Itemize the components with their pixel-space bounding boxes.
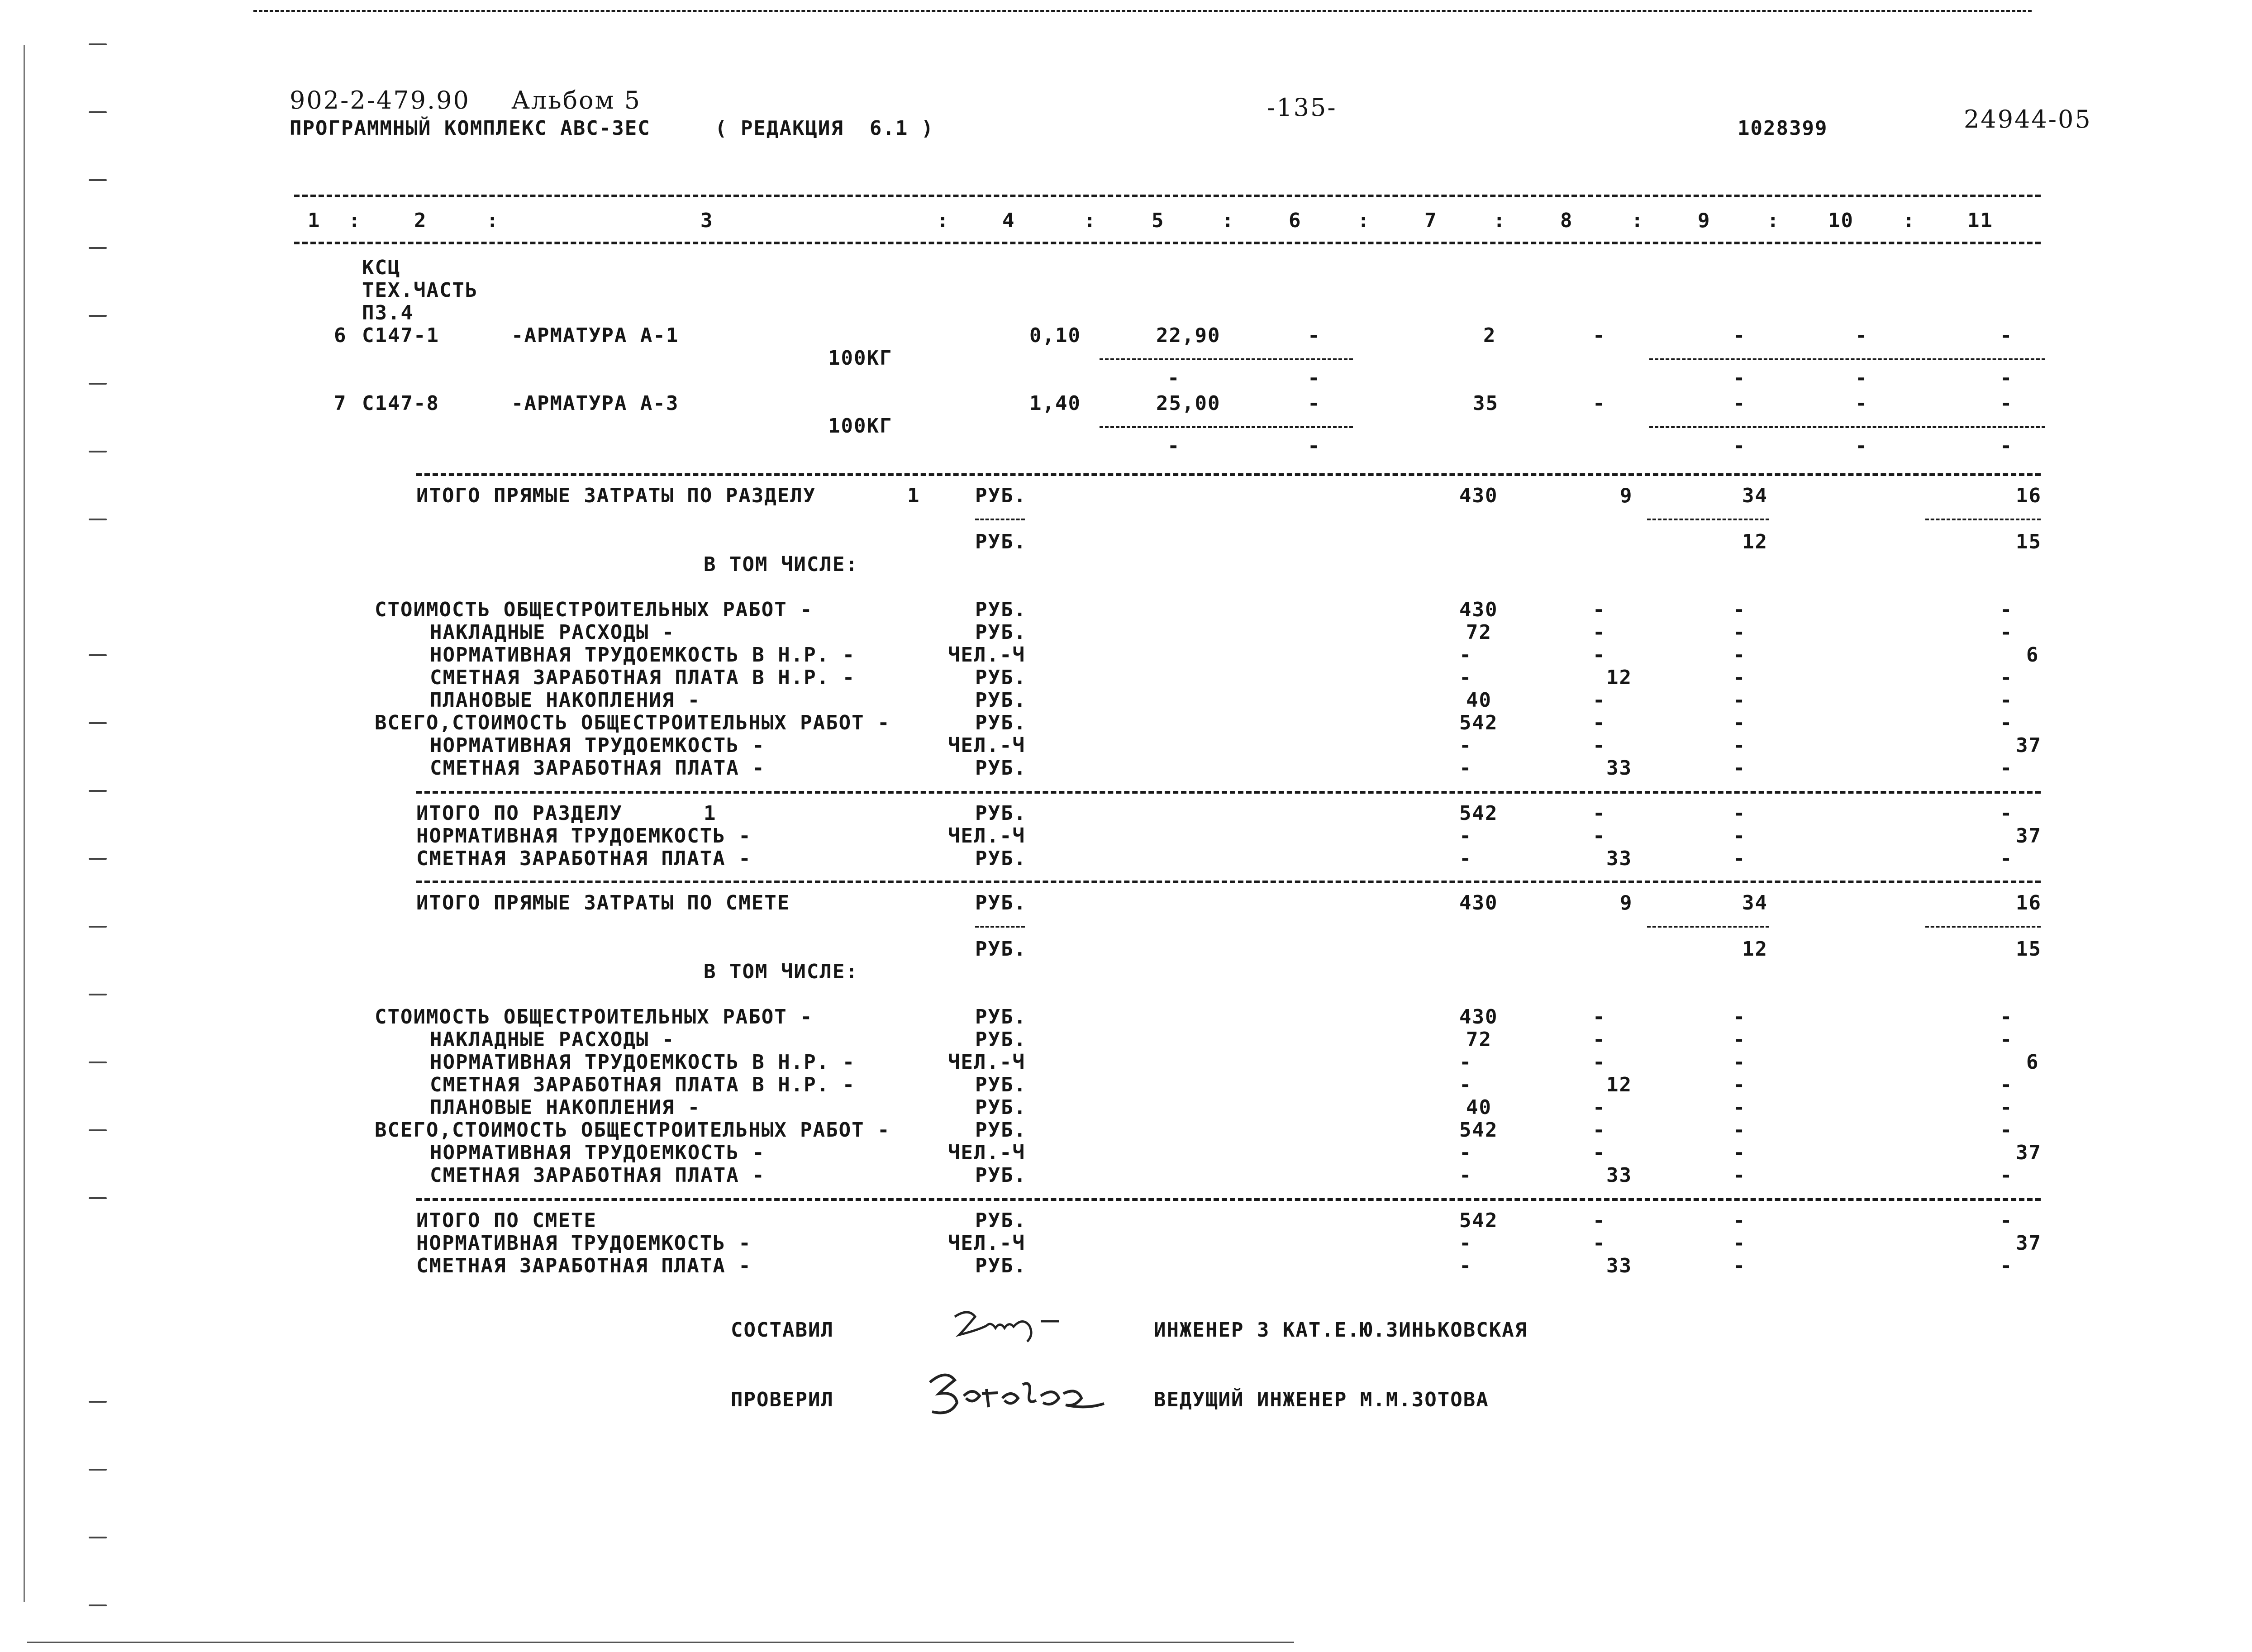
item-number: 6 <box>334 324 347 347</box>
column-number: 10 <box>1828 209 1854 232</box>
item-unit: 100КГ <box>828 414 893 438</box>
column-number: 3 <box>700 209 714 232</box>
feed-hole <box>89 247 107 249</box>
column-number: 9 <box>1698 209 1711 232</box>
compiled-label: СОСТАВИЛ <box>731 1319 834 1342</box>
compiled-signature <box>950 1303 1086 1348</box>
feed-hole <box>89 1469 107 1471</box>
column-number: 4 <box>1002 209 1015 232</box>
section-direct-label: ИТОГО ПРЯМЫЕ ЗАТРАТЫ ПО РАЗДЕЛУ <box>416 484 816 507</box>
feed-hole <box>89 654 107 656</box>
column-number: 8 <box>1560 209 1573 232</box>
table-top-rule <box>294 195 2041 197</box>
page-number: -135- <box>1267 93 1337 122</box>
album-label: Альбом 5 <box>511 86 642 114</box>
feed-hole <box>89 1604 107 1606</box>
project-code: 902-2-479.90 <box>290 86 470 114</box>
item-price: 22,90 <box>1156 324 1221 347</box>
feed-hole <box>89 1537 107 1538</box>
feed-hole <box>89 858 107 860</box>
item-name: -АРМАТУРА А-3 <box>511 392 679 415</box>
checked-by: ВЕДУЩИЙ ИНЖЕНЕР М.М.ЗОТОВА <box>1154 1388 1489 1411</box>
column-number: 1 <box>308 209 321 232</box>
column-number: 7 <box>1424 209 1438 232</box>
feed-hole <box>89 519 107 520</box>
feed-hole <box>89 722 107 724</box>
item-price: 25,00 <box>1156 392 1221 415</box>
edition: ( РЕДАКЦИЯ 6.1 ) <box>715 117 934 140</box>
feed-hole <box>89 43 107 45</box>
item-cost: 35 <box>1473 392 1499 415</box>
top-perforation <box>253 10 2032 12</box>
feed-hole <box>89 1401 107 1403</box>
feed-hole <box>89 994 107 995</box>
section-total-label: ИТОГО ПО РАЗДЕЛУ <box>416 802 623 825</box>
section-heading: ТЕХ.ЧАСТЬ <box>362 279 478 302</box>
item-code: С147-1 <box>362 324 439 347</box>
item-unit: 100КГ <box>828 347 893 370</box>
feed-hole <box>89 451 107 452</box>
compiled-by: ИНЖЕНЕР 3 КАТ.Е.Ю.ЗИНЬКОВСКАЯ <box>1154 1319 1528 1342</box>
doc-id: 1028399 <box>1738 117 1828 140</box>
program-name: ПРОГРАММНЫЙ КОМПЛЕКС АВС-3ЕС <box>290 117 651 140</box>
item-qty: 0,10 <box>1029 324 1081 347</box>
feed-hole <box>89 179 107 181</box>
checked-signature <box>923 1362 1122 1425</box>
item-name: -АРМАТУРА А-1 <box>511 324 679 347</box>
column-number: 11 <box>1967 209 1993 232</box>
feed-hole <box>89 1197 107 1199</box>
sheet-code: 24944-05 <box>1964 105 2092 133</box>
section-heading: П3.4 <box>362 301 414 324</box>
column-number: 6 <box>1289 209 1302 232</box>
column-number: 2 <box>414 209 427 232</box>
item-qty: 1,40 <box>1029 392 1081 415</box>
feed-hole <box>89 1129 107 1131</box>
table-header-rule <box>294 242 2041 244</box>
section-heading: КСЦ <box>362 256 401 279</box>
checked-label: ПРОВЕРИЛ <box>731 1388 834 1411</box>
item-code: С147-8 <box>362 392 439 415</box>
estimate-total-label: ИТОГО ПО СМЕТЕ <box>416 1209 597 1232</box>
column-number: 5 <box>1152 209 1165 232</box>
feed-hole <box>89 111 107 113</box>
feed-hole <box>89 926 107 928</box>
feed-hole <box>89 383 107 385</box>
bottom-edge <box>27 1642 1294 1643</box>
feed-hole <box>89 315 107 317</box>
feed-hole <box>89 1062 107 1063</box>
margin-line <box>24 45 25 1602</box>
item-number: 7 <box>334 392 347 415</box>
estimate-direct-label: ИТОГО ПРЯМЫЕ ЗАТРАТЫ ПО СМЕТЕ <box>416 891 790 914</box>
feed-hole <box>89 790 107 792</box>
including-label: В ТОМ ЧИСЛЕ: <box>704 553 858 576</box>
item-cost: 2 <box>1483 324 1496 347</box>
including-label: В ТОМ ЧИСЛЕ: <box>704 960 858 983</box>
